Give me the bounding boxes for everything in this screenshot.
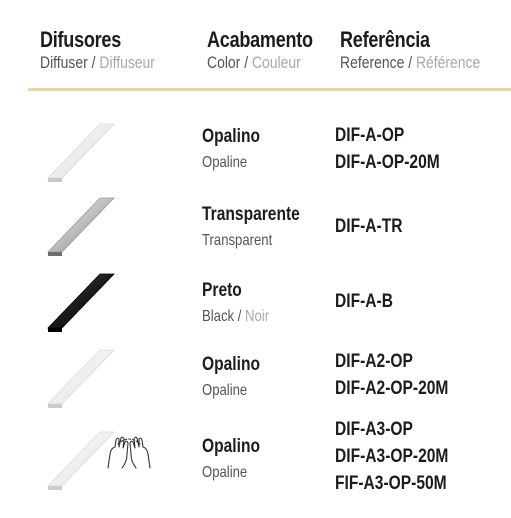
color-fr: Couleur [251,53,301,72]
transparent-diffuser-icon [44,196,120,258]
reference-cell [335,348,473,402]
color-cell [202,124,273,176]
reference-code: DIF-A-B [335,291,393,312]
header-diffuser [40,28,180,74]
reference-en: Reference [340,53,405,72]
reference-code: DIF-A-OP [335,125,405,146]
color-en: Transparent [202,232,273,249]
color-pt: Preto [202,280,242,301]
reference-fr: Référence [415,53,481,72]
separator: / [237,308,242,325]
color-en-fr [202,304,269,330]
reference-code: DIF-A3-OP [335,419,413,440]
separator: / [244,53,249,72]
reference-code: DIF-A2-OP [335,351,413,372]
color-cell [202,352,273,404]
color-en: Opaline [202,382,248,399]
color-subtitle [207,52,313,74]
diffuser-fr: Diffuseur [99,53,155,72]
header-divider [28,88,511,91]
color-title: Acabamento [207,27,313,52]
diffuser-en: Diffuser [40,53,88,72]
opaline-diffuser-icon [44,348,120,410]
flexible-hands-icon [104,434,154,472]
color-en: Opaline [202,464,248,481]
reference-cell [335,213,417,240]
color-en: Color [207,53,241,72]
reference-cell [335,288,406,315]
opaline-diffuser-icon [44,122,120,184]
reference-cell [335,122,463,176]
color-pt: Opalino [202,436,261,457]
separator: / [91,53,96,72]
color-cell [202,202,321,254]
reference-code: DIF-A-OP-20M [335,152,440,173]
reference-cell [335,416,473,497]
diffuser-title: Difusores [40,27,122,52]
reference-code: DIF-A-TR [335,216,403,237]
reference-title: Referência [340,27,430,52]
separator: / [408,53,413,72]
color-pt: Opalino [202,354,261,375]
reference-code: DIF-A3-OP-20M [335,446,449,467]
reference-code: FIF-A3-OP-50M [335,473,447,494]
color-pt: Opalino [202,126,261,147]
header-color [207,28,336,74]
color-en: Black [202,308,235,325]
color-cell [202,434,273,486]
color-cell [202,278,284,330]
header-reference [340,28,511,74]
black-diffuser-icon [44,272,120,334]
reference-subtitle [340,52,480,74]
diffuser-subtitle [40,52,155,74]
color-fr: Noir [245,308,270,325]
reference-code: DIF-A2-OP-20M [335,378,449,399]
color-pt: Transparente [202,204,300,225]
color-en: Opaline [202,154,248,171]
